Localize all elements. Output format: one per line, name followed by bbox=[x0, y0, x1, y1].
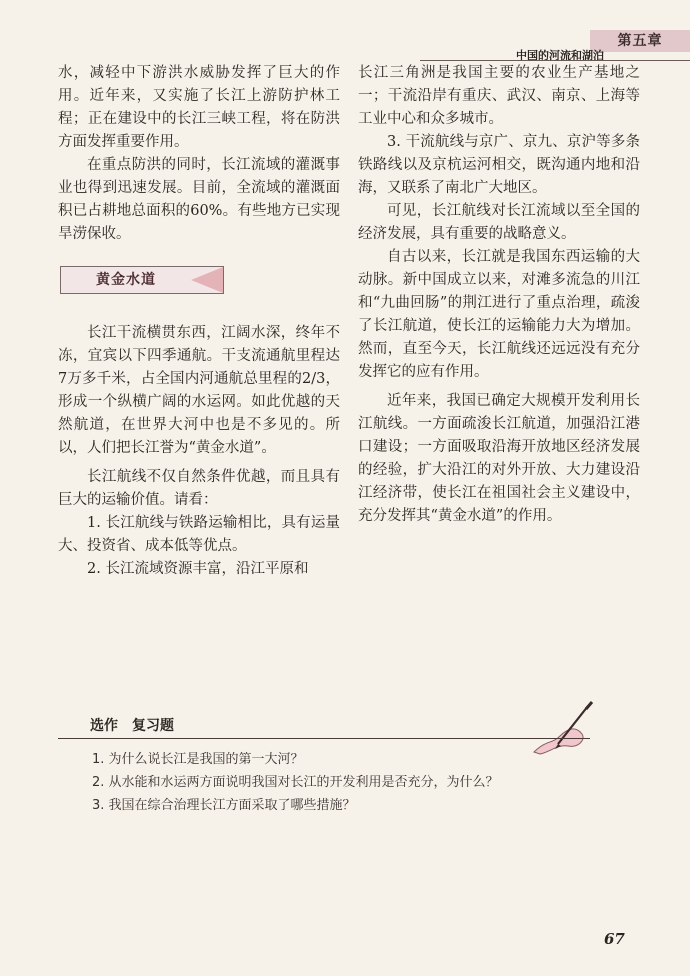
left-column bbox=[58, 62, 340, 581]
paragraph: 自古以来，长江就是我国东西运输的大动脉。新中国成立以来，对滩多流急的川江和“九曲回肠”的荆江进行了重点治理，疏浚了长江航道，使长江的运输能力大为增加。然而，直至今天，长江航线还远远没有充分发挥它的应有作用。 bbox=[358, 249, 640, 380]
review-question: 3. 我国在综合治理长江方面采取了哪些措施？ bbox=[92, 798, 356, 813]
paragraph: 长江干流横贯东西，江阔水深，终年不冻，宜宾以下四季通航。干支流通航里程达7万多千米，占全国内河通航总里程的2/3，形成一个纵横广阔的水运网。如此优越的天然航道，在世界大河中也是不多见的。所以，人们把长江誉为“黄金水道”。 bbox=[58, 325, 340, 456]
review-questions bbox=[92, 748, 652, 817]
review-rule bbox=[58, 738, 590, 739]
list-item: 1. 长江航线与铁路运输相比，具有运量大、投资省、成本低等优点。 bbox=[58, 515, 340, 554]
review-question: 2. 从水能和水运两方面说明我国对长江的开发利用是否充分，为什么？ bbox=[92, 775, 499, 790]
paragraph: 水，减轻中下游洪水威胁发挥了巨大的作用。近年来，又实施了长江上游防护林工程；正在建设中的长江三峡工程，将在防洪方面发挥重要作用。 bbox=[58, 65, 340, 150]
list-item: 3. 干流航线与京广、京九、京沪等多条铁路线以及京杭运河相交，既沟通内地和沿海，又联系了南北广大地区。 bbox=[358, 134, 640, 196]
review-label-exercises: 复习题 bbox=[132, 718, 174, 734]
review-question: 1. 为什么说长江是我国的第一大河？ bbox=[92, 752, 304, 767]
paragraph: 长江三角洲是我国主要的农业生产基地之一；干流沿岸有重庆、武汉、南京、上海等工业中心和众多城市。 bbox=[358, 65, 640, 127]
review-section-title bbox=[90, 715, 188, 735]
page-number: 67 bbox=[604, 930, 625, 948]
list-item: 2. 长江流域资源丰富，沿江平原和 bbox=[87, 561, 309, 577]
header-rule bbox=[420, 60, 690, 61]
review-label-optional: 选作 bbox=[90, 718, 118, 734]
section-heading: 黄金水道 bbox=[96, 272, 156, 288]
section-heading-accent bbox=[191, 267, 223, 293]
chapter-tab: 第五章 bbox=[590, 30, 690, 52]
paragraph: 可见，长江航线对长江流域以至全国的经济发展，具有重要的战略意义。 bbox=[358, 203, 640, 242]
paragraph: 近年来，我国已确定大规模开发利用长江航线。一方面疏浚长江航道，加强沿江港口建设；一方面吸取沿海开放地区经济发展的经验，扩大沿江的对外开放、大力建设沿江经济带，使长江在祖国社会主义建设中，充分发挥其“黄金水道”的作用。 bbox=[358, 393, 640, 524]
paragraph: 在重点防洪的同时，长江流域的灌溉事业也得到迅速发展。目前，全流域的灌溉面积已占耕地总面积的60%。有些地方已实现旱涝保收。 bbox=[58, 157, 340, 242]
chapter-subtitle: 中国的河流和湖泊 bbox=[516, 49, 604, 62]
right-column bbox=[358, 62, 640, 528]
paragraph: 长江航线不仅自然条件优越，而且具有巨大的运输价值。请看： bbox=[58, 469, 340, 508]
section-heading-box bbox=[60, 266, 224, 294]
